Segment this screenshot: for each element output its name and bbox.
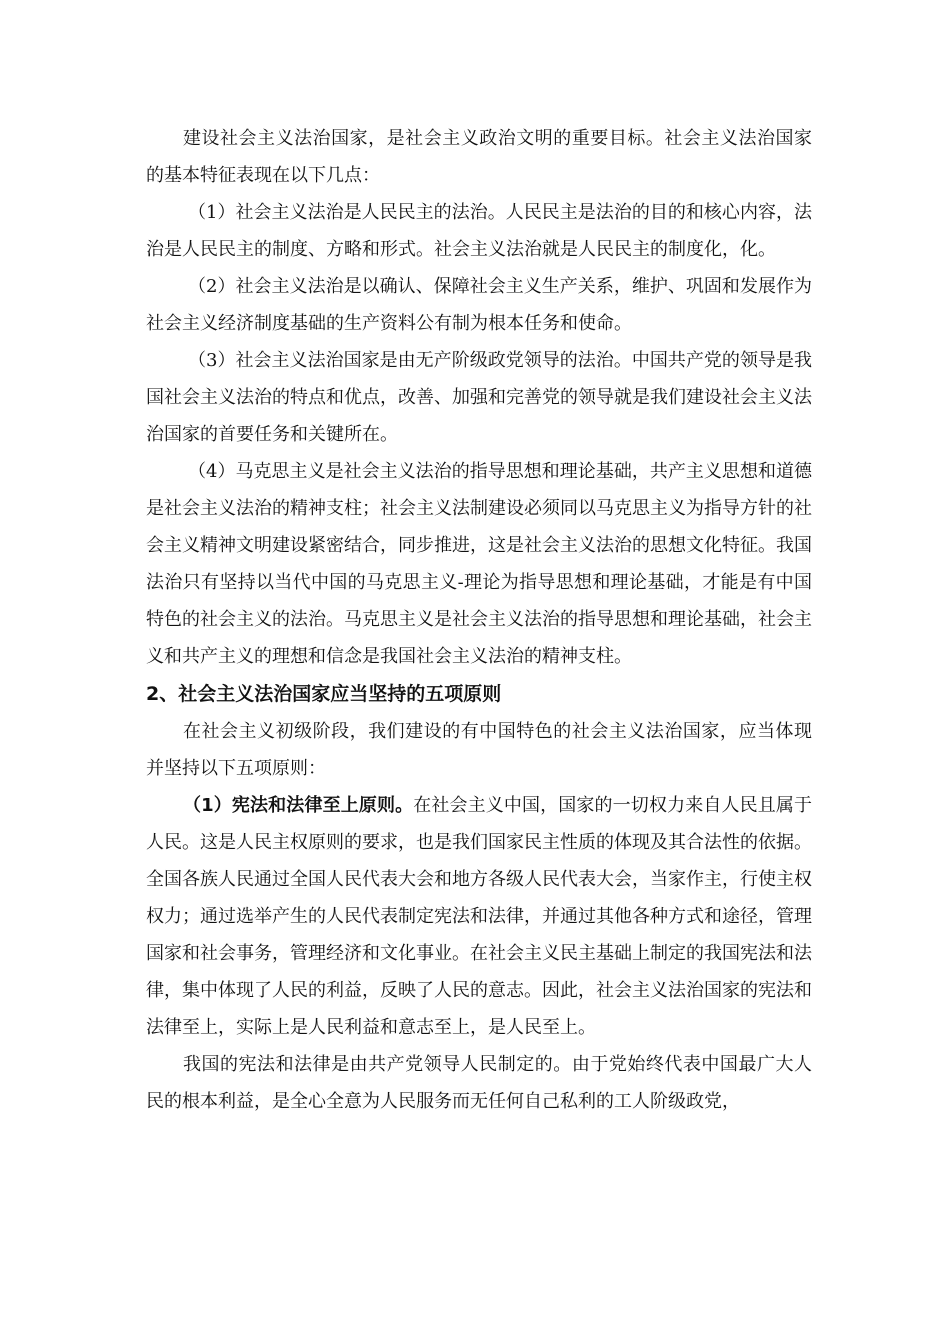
paragraph-principle-1 xyxy=(146,787,812,1046)
document-body xyxy=(146,120,812,1120)
paragraph-constitution-law: 我国的宪法和法律是由共产党领导人民制定的。由于党始终代表中国最广大人民的根本利益，是全心全意为人民服务而无任何自己私利的工人阶级政党， xyxy=(146,1054,812,1112)
principle-1-body: 在社会主义中国，国家的一切权力来自人民且属于人民。这是人民主权原则的要求，也是我们国家民主性质的体现及其合法性的依据。全国各族人民通过全国人民代表大会和地方各级人民代表大会，当家作主，行使主权权力；通过选举产生的人民代表制定宪法和法律，并通过其他各种方式和途径，管理国家和社会事务，管理经济和文化事业。在社会主义民主基础上制定的我国宪法和法律，集中体现了人民的利益，反映了人民的意志。因此，社会主义法治国家的宪法和法律至上，实际上是人民利益和意志至上，是人民至上。 xyxy=(146,795,812,1038)
paragraph-principles-intro: 在社会主义初级阶段，我们建设的有中国特色的社会主义法治国家，应当体现并坚持以下五项原则： xyxy=(146,721,812,779)
principle-1-lead: （1）宪法和法律至上原则。 xyxy=(183,795,414,816)
paragraph-intro: 建设社会主义法治国家，是社会主义政治文明的重要目标。社会主义法治国家的基本特征表现在以下几点： xyxy=(146,128,812,186)
paragraph-feature-1: （1）社会主义法治是人民民主的法治。人民民主是法治的目的和核心内容，法治是人民民主的制度、方略和形式。社会主义法治就是人民民主的制度化，化。 xyxy=(146,202,812,260)
paragraph-feature-2: （2）社会主义法治是以确认、保障社会主义生产关系，维护、巩固和发展作为社会主义经济制度基础的生产资料公有制为根本任务和使命。 xyxy=(146,276,812,334)
paragraph-feature-4: （4）马克思主义是社会主义法治的指导思想和理论基础，共产主义思想和道德是社会主义法治的精神支柱；社会主义法制建设必须同以马克思主义为指导方针的社会主义精神文明建设紧密结合，同步推进，这是社会主义法治的思想文化特征。我国法治只有坚持以当代中国的马克思主义-理论为指导思想和理论基础，才能是有中国特色的社会主义的法治。马克思主义是社会主义法治的指导思想和理论基础，社会主义和共产主义的理想和信念是我国社会主义法治的精神支柱。 xyxy=(146,461,812,667)
paragraph-feature-3: （3）社会主义法治国家是由无产阶级政党领导的法治。中国共产党的领导是我国社会主义法治的特点和优点，改善、加强和完善党的领导就是我们建设社会主义法治国家的首要任务和关键所在。 xyxy=(146,350,812,445)
section-heading-2: 2、社会主义法治国家应当坚持的五项原则 xyxy=(146,683,502,705)
